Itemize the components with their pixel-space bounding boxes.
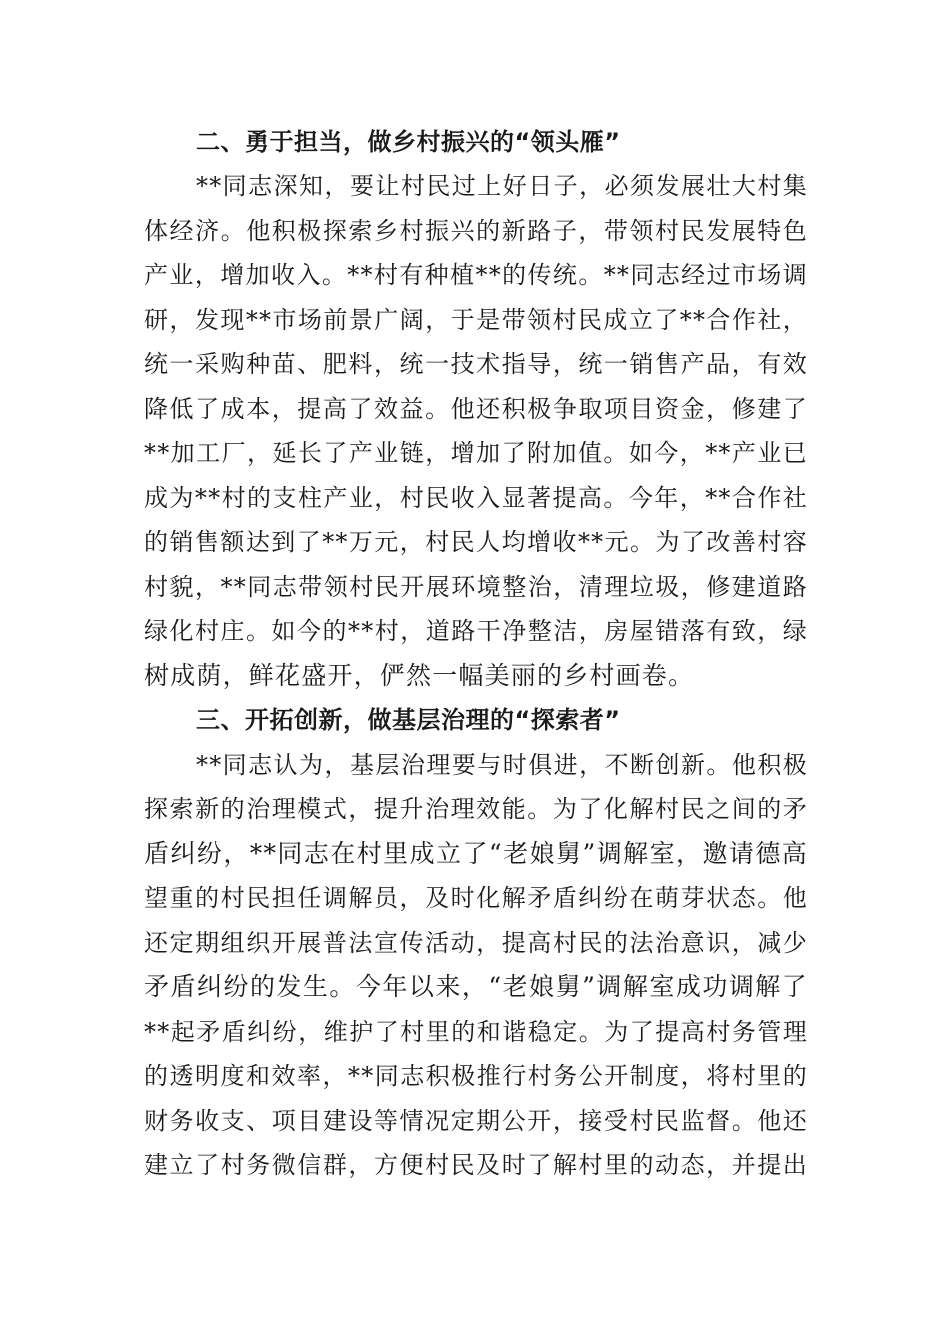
paragraph-line: 体经济。他积极探索乡村振兴的新路子，带领村民发展特色 [144, 217, 808, 245]
paragraph-line: **同志认为，基层治理要与时俱进，不断创新。他积极 [196, 751, 808, 779]
paragraph-line: 研，发现**市场前景广阔，于是带领村民成立了**合作社， [144, 306, 808, 334]
paragraph-line: 的透明度和效率，**同志积极推行村务公开制度，将村里的 [144, 1062, 808, 1090]
paragraph-line: 建立了村务微信群，方便村民及时了解村里的动态，并提出 [144, 1151, 808, 1179]
paragraph-line: 还定期组织开展普法宣传活动，提高村民的法治意识，减少 [144, 929, 808, 957]
paragraph-line: **加工厂，延长了产业链，增加了附加值。如今，**产业已 [144, 439, 808, 467]
section-3-heading: 三、开拓创新，做基层治理的“探索者” [196, 706, 621, 734]
section-2-heading: 二、勇于担当，做乡村振兴的“领头雁” [196, 128, 621, 156]
paragraph-line: 的销售额达到了**万元，村民人均增收**元。为了改善村容 [144, 528, 808, 556]
paragraph-line: 村貌，**同志带领村民开展环境整治，清理垃圾，修建道路 [144, 573, 808, 601]
paragraph-line: 财务收支、项目建设等情况定期公开，接受村民监督。他还 [144, 1107, 808, 1135]
paragraph-line: 降低了成本，提高了效益。他还积极争取项目资金，修建了 [144, 395, 808, 423]
paragraph-line: 矛盾纠纷的发生。今年以来，“老娘舅”调解室成功调解了 [144, 972, 808, 1001]
paragraph-line: **起矛盾纠纷，维护了村里的和谐稳定。为了提高村务管理 [144, 1018, 808, 1046]
paragraph-line: 树成荫，鲜花盛开，俨然一幅美丽的乡村画卷。 [144, 661, 695, 690]
paragraph-line: 统一采购种苗、肥料，统一技术指导，统一销售产品，有效 [144, 350, 808, 378]
paragraph-line: **同志深知，要让村民过上好日子，必须发展壮大村集 [196, 172, 808, 200]
paragraph-line: 盾纠纷，**同志在村里成立了“老娘舅”调解室，邀请德高 [144, 839, 808, 868]
paragraph-line: 成为**村的支柱产业，村民收入显著提高。今年，**合作社 [144, 484, 808, 512]
paragraph-line: 望重的村民担任调解员，及时化解矛盾纠纷在萌芽状态。他 [144, 884, 808, 912]
paragraph-line: 产业，增加收入。**村有种植**的传统。**同志经过市场调 [144, 261, 808, 289]
paragraph-line: 绿化村庄。如今的**村，道路干净整洁，房屋错落有致，绿 [144, 617, 808, 645]
paragraph-line: 探索新的治理模式，提升治理效能。为了化解村民之间的矛 [144, 795, 808, 823]
